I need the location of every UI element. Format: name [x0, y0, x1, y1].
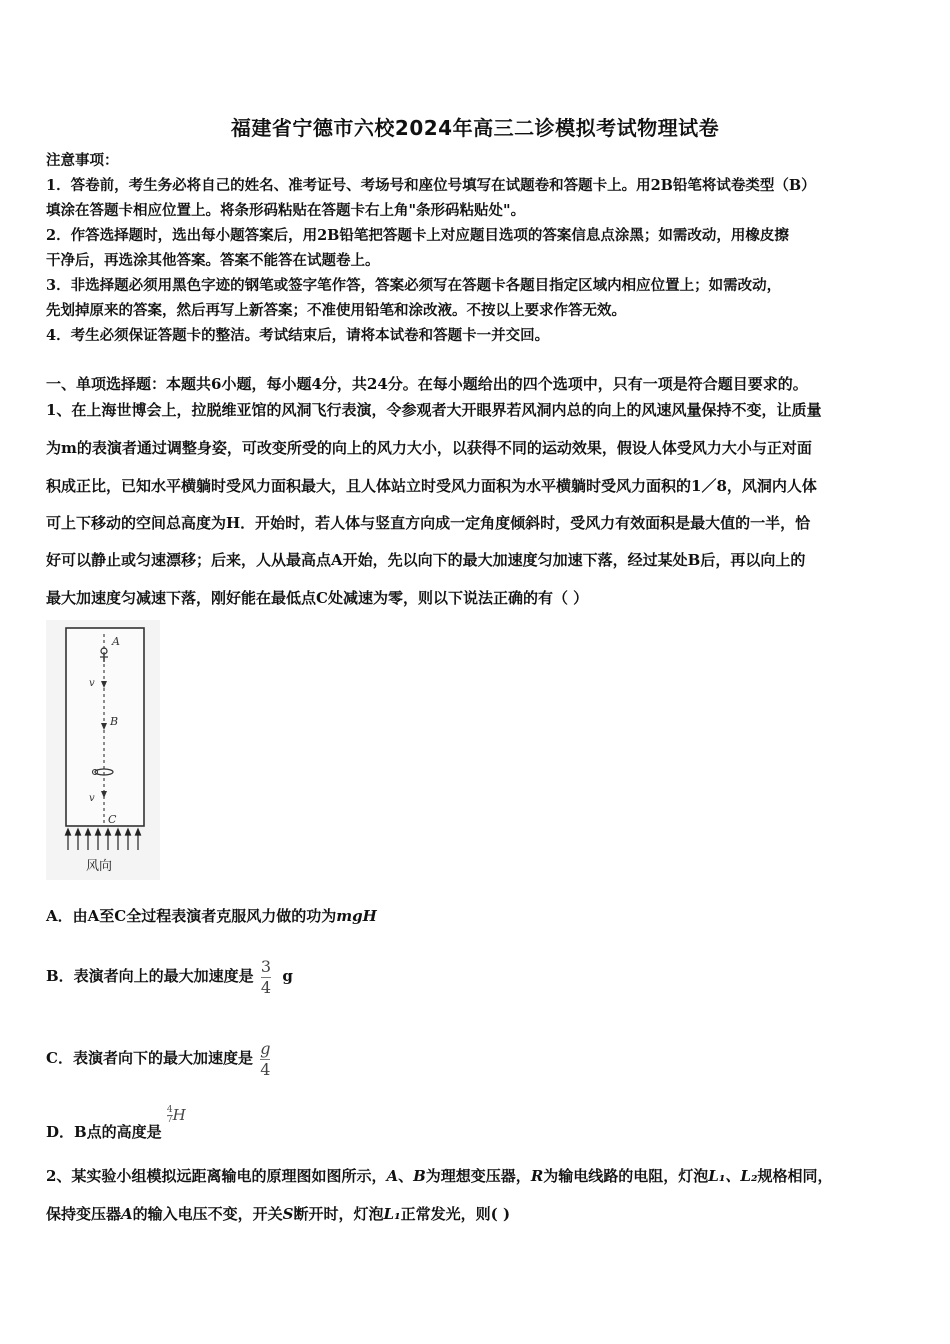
option-d-denominator: 7 [166, 1115, 173, 1125]
q2-line1-sep: 、 [398, 1167, 414, 1185]
point-b-label: B [110, 715, 119, 728]
velocity-label-2: v [89, 793, 95, 804]
option-d-text: D．B点的高度是 [46, 1123, 162, 1141]
q2-line2-part4: 正常发光，则( ) [400, 1205, 511, 1223]
q2-line-2 [46, 1204, 908, 1224]
notice-line-7: 4．考生必须保证答题卡的整洁。考试结束后，请将本试卷和答题卡一并交回。 [46, 327, 550, 344]
q1-line-4: 可上下移动的空间总高度为H．开始时，若人体与竖直方向成一定角度倾斜时，受风力有效面积是最大值的一半，恰 [46, 514, 811, 532]
option-b-denominator: 4 [260, 977, 272, 997]
q2-line-1 [46, 1166, 908, 1186]
option-d [46, 1106, 186, 1142]
q1-line-2: 为m的表演者通过调整身姿，可改变所受的向上的风力大小，以获得不同的运动效果，假设人体受风力大小与正对面 [46, 439, 812, 457]
option-b [46, 940, 293, 997]
q2-line1-part3: 为输电线路的电阻，灯泡 [543, 1167, 709, 1185]
notice-line-6: 先划掉原来的答案，然后再写上新答案；不准使用铅笔和涂改液。不按以上要求作答无效。 [46, 302, 626, 319]
notice-line-4: 干净后，再选涂其他答案。答案不能答在试题卷上。 [46, 252, 380, 269]
q2-line2-part: 保持变压器 [46, 1205, 122, 1223]
option-c-numerator: g [260, 1038, 271, 1058]
notice-heading: 注意事项： [46, 152, 119, 169]
q1-line-3: 积成正比，已知水平横躺时受风力面积最大，且人体站立时受风力面积为水平横躺时受风力面积的1／8，风洞内人体 [46, 477, 817, 495]
option-b-unit: g [282, 967, 293, 985]
wind-tunnel-figure [46, 620, 160, 880]
q2-line1-part4: 规格相同， [757, 1167, 833, 1185]
q1-line-5: 好可以静止或匀速漂移；后来，人从最高点A开始，先以向下的最大加速度匀加速下落，经过某处B后，再以向上的 [46, 551, 806, 569]
q2-var-s: S [282, 1205, 294, 1223]
notice-line-2: 填涂在答题卡相应位置上。将条形码粘贴在答题卡右上角"条形码粘贴处"。 [46, 202, 526, 219]
option-b-numerator: 3 [260, 956, 272, 976]
wind-tunnel-diagram [46, 620, 160, 880]
option-c-fraction [260, 1040, 270, 1079]
q2-line1-part2: 为理想变压器， [425, 1167, 531, 1185]
q2-var-l1-l2: L₁、L₂ [708, 1167, 758, 1185]
option-c-text: C．表演者向下的最大加速度是 [46, 1049, 253, 1067]
option-c [46, 1025, 270, 1079]
option-a-math: mgH [336, 907, 377, 925]
velocity-label-1: v [89, 678, 95, 689]
q2-var-b: B [413, 1167, 426, 1185]
option-a-text: A．由A至C全过程表演者克服风力做的功为 [46, 907, 337, 925]
point-c-label: C [108, 813, 117, 826]
q2-var-l1: L₁ [383, 1205, 401, 1223]
q2-var-a2: A [121, 1205, 133, 1223]
wind-direction-caption: 风向 [86, 859, 113, 874]
option-c-denominator: 4 [260, 1059, 271, 1079]
notice-line-1: 1．答卷前，考生务必将自己的姓名、准考证号、考场号和座位号填写在试题卷和答题卡上。用2B铅笔将试卷类型（B） [46, 177, 816, 194]
option-b-fraction [261, 958, 271, 997]
option-b-text: B．表演者向上的最大加速度是 [46, 967, 254, 985]
section1-heading: 一、单项选择题：本题共6小题，每小题4分，共24分。在每小题给出的四个选项中，只有一项是符合题目要求的。 [46, 375, 808, 393]
notice-line-3: 2．作答选择题时，选出每小题答案后，用2B铅笔把答题卡上对应题目选项的答案信息点涂黑；如需改动，用橡皮擦 [46, 227, 789, 244]
q1-line-6: 最大加速度匀减速下落，刚好能在最低点C处减速为零，则以下说法正确的有（ ） [46, 589, 589, 607]
q2-var-r: R [530, 1167, 544, 1185]
option-d-variable: H [172, 1106, 186, 1124]
point-a-label: A [112, 635, 120, 648]
option-d-numerator: 4 [166, 1105, 173, 1115]
q2-line2-part3: 断开时，灯泡 [293, 1205, 384, 1223]
q2-line2-part2: 的输入电压不变，开关 [132, 1205, 283, 1223]
option-a [46, 905, 377, 926]
q2-line1-part: 2、某实验小组模拟远距离输电的原理图如图所示， [46, 1167, 387, 1185]
exam-title: 福建省宁德市六校2024年高三二诊模拟考试物理试卷 [230, 116, 720, 140]
notice-line-5: 3．非选择题必须用黑色字迹的钢笔或签字笔作答，答案必须写在答题卡各题目指定区域内相应位置上；如需改动， [46, 277, 782, 294]
q2-var-a: A [386, 1167, 399, 1185]
q1-line-1: 1、在上海世博会上，拉脱维亚馆的风洞飞行表演，令参观者大开眼界若风洞内总的向上的风速风量保持不变，让质量 [46, 401, 822, 419]
